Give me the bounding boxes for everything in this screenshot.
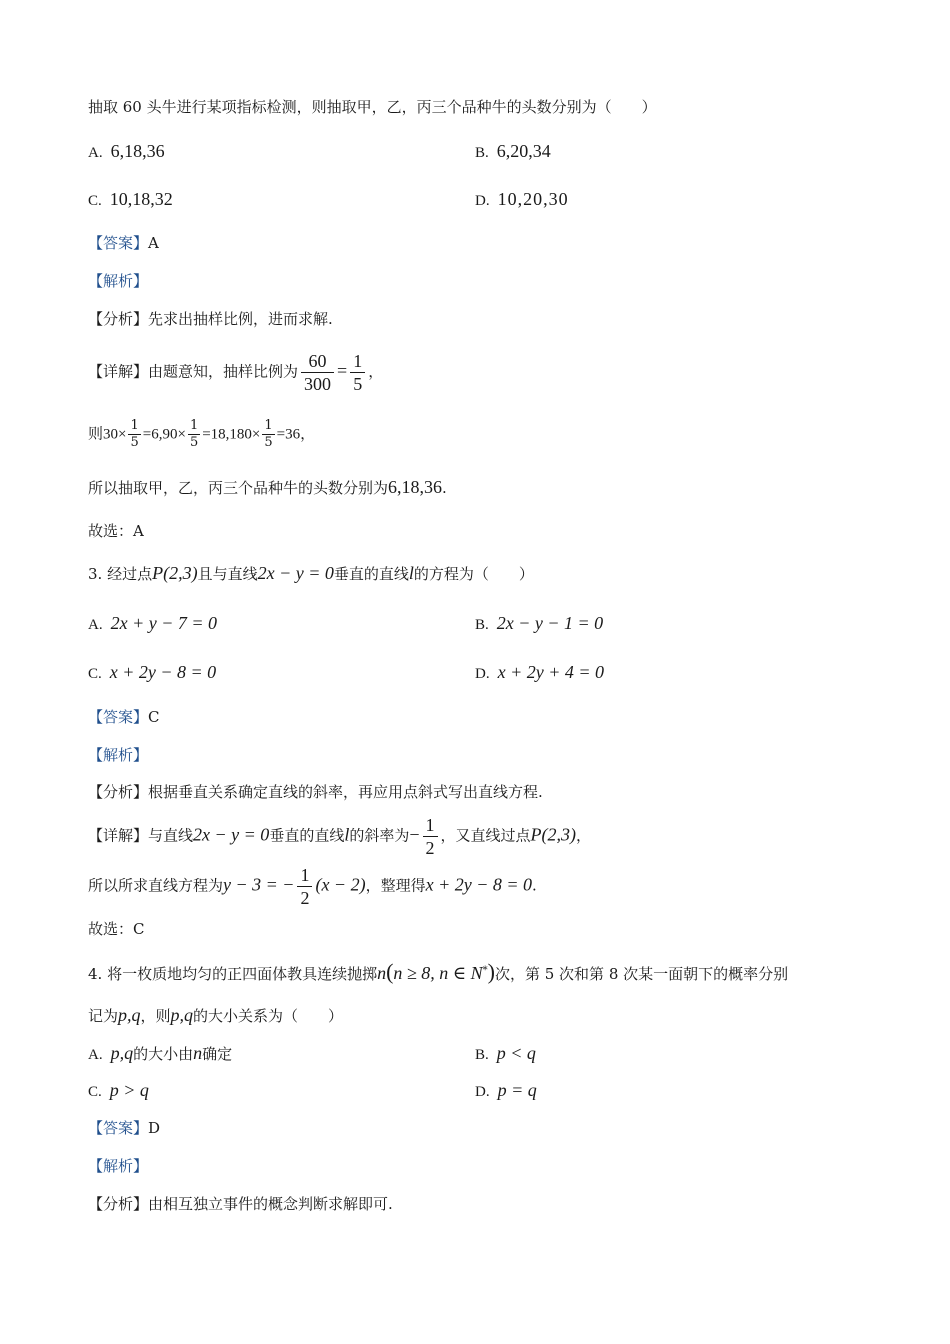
q3-xiangjie	[88, 814, 591, 859]
option-text: x + 2y + 4 = 0	[497, 662, 605, 682]
period: .	[532, 876, 537, 895]
answer-value: C	[148, 708, 160, 726]
minus-sign: −	[409, 824, 420, 845]
option-label: B.	[475, 145, 489, 161]
q2-answer	[88, 232, 159, 254]
q3-stem-mid: 且与直线	[197, 565, 258, 583]
analysis-tag: 【解析】	[88, 1157, 149, 1175]
point-p: P(2,3)	[530, 824, 577, 845]
half-fraction	[297, 864, 312, 909]
q3-option-c	[88, 661, 216, 685]
fenxi-tag: 【分析】	[88, 310, 149, 328]
fenxi-text: 由相互独立事件的概念判断求解即可.	[148, 1195, 393, 1213]
conclusion-text: 所以抽取甲，乙，丙三个品种牛的头数分别为	[88, 479, 389, 497]
paren-open: (	[386, 959, 394, 984]
n-var: n	[193, 1043, 203, 1063]
option-label: A.	[88, 145, 103, 161]
so-eq-right: (x − 2)	[315, 874, 366, 895]
q2-option-d	[475, 188, 569, 212]
q3-option-d	[475, 661, 604, 685]
q2-stem	[88, 96, 657, 118]
line-eq: 2x − y = 0	[193, 824, 270, 845]
option-a-end: 确定	[202, 1045, 233, 1063]
one-fifth-fraction	[350, 350, 365, 395]
option-text: 10,18,32	[109, 189, 173, 209]
denominator: 5	[353, 374, 363, 394]
q3-stem-post: 的方程为（ ）	[413, 565, 534, 583]
option-label: D.	[475, 193, 490, 209]
q2-option-b	[475, 140, 551, 164]
q4-stem-pre: 4. 将一枚质地均匀的正四面体教具连续抛掷	[88, 965, 378, 983]
q4-stem2	[88, 1004, 343, 1027]
option-label: B.	[475, 617, 489, 633]
option-label: A.	[88, 617, 103, 633]
numerator: 1	[130, 418, 139, 433]
q2-choose	[88, 520, 144, 542]
comma: ，	[368, 362, 384, 381]
answer-value: D	[148, 1119, 161, 1137]
option-label: A.	[88, 1047, 103, 1063]
q4-fenxi	[88, 1193, 393, 1215]
option-label: C.	[88, 666, 102, 682]
option-text: 2x − y − 1 = 0	[496, 613, 604, 633]
denominator: 5	[130, 435, 139, 450]
q4-analysis-tag	[88, 1155, 148, 1177]
star: *	[482, 965, 488, 976]
so-result: x + 2y − 8 = 0	[425, 874, 533, 895]
q3-stem-mid2: 垂直的直线	[333, 565, 409, 583]
option-text: p > q	[109, 1080, 149, 1100]
analysis-tag: 【解析】	[88, 272, 149, 290]
xiangjie-mid2: 的斜率为	[349, 826, 410, 845]
q4-option-b	[475, 1042, 536, 1066]
ze-text: 则	[88, 424, 104, 443]
fenxi-text: 根据垂直关系确定直线的斜率，再应用点斜式写出直线方程.	[148, 783, 543, 801]
q2-fenxi	[88, 308, 333, 330]
answer-tag: 【答案】	[88, 234, 149, 252]
q3-choose	[88, 918, 144, 940]
q4-option-a	[88, 1042, 232, 1066]
numerator: 1	[350, 350, 365, 373]
option-text: 6,20,34	[496, 141, 551, 161]
so-pre: 所以所求直线方程为	[88, 876, 224, 895]
q4-option-d	[475, 1079, 537, 1103]
ratio-fraction	[301, 350, 334, 395]
answer-tag: 【答案】	[88, 708, 149, 726]
numerator: 1	[297, 864, 312, 887]
numerator: 60	[301, 350, 334, 373]
option-label: B.	[475, 1047, 489, 1063]
numerator: 1	[264, 418, 273, 433]
answer-value: A	[148, 234, 159, 252]
point-p: P(2,3)	[152, 563, 198, 583]
xiangjie-tag: 【详解】	[88, 362, 149, 381]
condition: n ≥ 8, n ∈ N	[393, 963, 483, 983]
xiangjie-pre: 与直线	[148, 826, 194, 845]
numerator: 1	[189, 418, 199, 433]
q4-stem	[88, 960, 788, 985]
option-text: p = q	[497, 1080, 537, 1100]
q4-stem2-post: 的大小关系为（ ）	[193, 1007, 344, 1025]
option-text: p < q	[496, 1043, 536, 1063]
option-text: p,q	[110, 1043, 134, 1063]
option-label: D.	[475, 1084, 490, 1100]
q3-option-b	[475, 612, 603, 636]
q2-calc	[88, 418, 315, 451]
denominator: 2	[300, 888, 310, 908]
calc-part1: 30×	[103, 426, 127, 443]
q3-stem-pre: 3. 经过点	[88, 565, 153, 583]
denominator: 5	[189, 435, 199, 450]
so-eq-left: y − 3 = −	[223, 874, 295, 895]
frac-1-5	[188, 418, 200, 451]
fenxi-tag: 【分析】	[88, 783, 149, 801]
fenxi-text: 先求出抽样比例，进而求解.	[148, 310, 333, 328]
n-var: n	[377, 963, 387, 983]
xiangjie-mid: 垂直的直线	[269, 826, 345, 845]
option-text: x + 2y − 8 = 0	[109, 662, 217, 682]
slope-fraction	[423, 814, 438, 859]
denominator: 2	[425, 838, 435, 858]
q2-option-c	[88, 188, 173, 212]
numerator: 1	[423, 814, 438, 837]
q3-so	[88, 864, 537, 909]
xiangjie-post: ，又直线过点	[440, 826, 531, 845]
q2-analysis-tag	[88, 270, 148, 292]
xiangjie-text: 由题意知，抽样比例为	[148, 362, 299, 381]
q3-stem	[88, 562, 534, 585]
q4-stem-post: 次，第 5 次和第 8 次某一面朝下的概率分别	[494, 965, 789, 983]
line-l: l	[344, 824, 350, 845]
q2-stem-text: 抽取 60 头牛进行某项指标检测，则抽取甲，乙，丙三个品种牛的头数分别为（ ）	[88, 98, 657, 116]
q2-conclusion	[88, 476, 447, 499]
analysis-tag: 【解析】	[88, 746, 149, 764]
calc-part3: =18,180×	[202, 426, 261, 443]
xiangjie-tag: 【详解】	[88, 826, 149, 845]
pq-var: p,q	[170, 1005, 194, 1025]
calc-part2: =6,90×	[142, 426, 186, 443]
option-text: 10,20,30	[497, 189, 569, 209]
q3-analysis-tag	[88, 744, 148, 766]
choose-text: 故选：C	[88, 920, 145, 938]
answer-tag: 【答案】	[88, 1119, 149, 1137]
comma: ，	[576, 826, 592, 845]
frac-1-5	[262, 418, 274, 451]
q3-fenxi	[88, 781, 543, 803]
q4-answer	[88, 1117, 160, 1139]
option-label: D.	[475, 666, 490, 682]
calc-part4: =36	[276, 426, 301, 443]
q4-stem2-pre: 记为	[88, 1007, 119, 1025]
period: .	[442, 479, 447, 497]
conclusion-value: 6,18,36	[388, 477, 443, 497]
denominator: 300	[304, 374, 332, 394]
frac-1-5	[128, 418, 140, 451]
comma: ，	[300, 424, 316, 443]
pq-var: p,q	[118, 1005, 141, 1025]
option-text: 6,18,36	[110, 141, 165, 161]
option-a-post: 的大小由	[133, 1045, 194, 1063]
line-eq: 2x − y = 0	[257, 563, 334, 583]
fenxi-tag: 【分析】	[88, 1195, 149, 1213]
q2-option-a	[88, 140, 165, 164]
q4-option-c	[88, 1079, 149, 1103]
paren-close: )	[487, 959, 495, 984]
so-mid: ，整理得	[365, 876, 426, 895]
choose-text: 故选：A	[88, 522, 144, 540]
equals: =	[337, 360, 348, 381]
q3-answer	[88, 706, 160, 728]
option-text: 2x + y − 7 = 0	[110, 613, 218, 633]
q3-option-a	[88, 612, 217, 636]
denominator: 5	[264, 435, 273, 450]
option-label: C.	[88, 193, 102, 209]
q2-xiangjie	[88, 350, 383, 395]
option-label: C.	[88, 1084, 102, 1100]
q4-stem2-mid: ，则	[140, 1007, 171, 1025]
line-l: l	[408, 563, 414, 583]
